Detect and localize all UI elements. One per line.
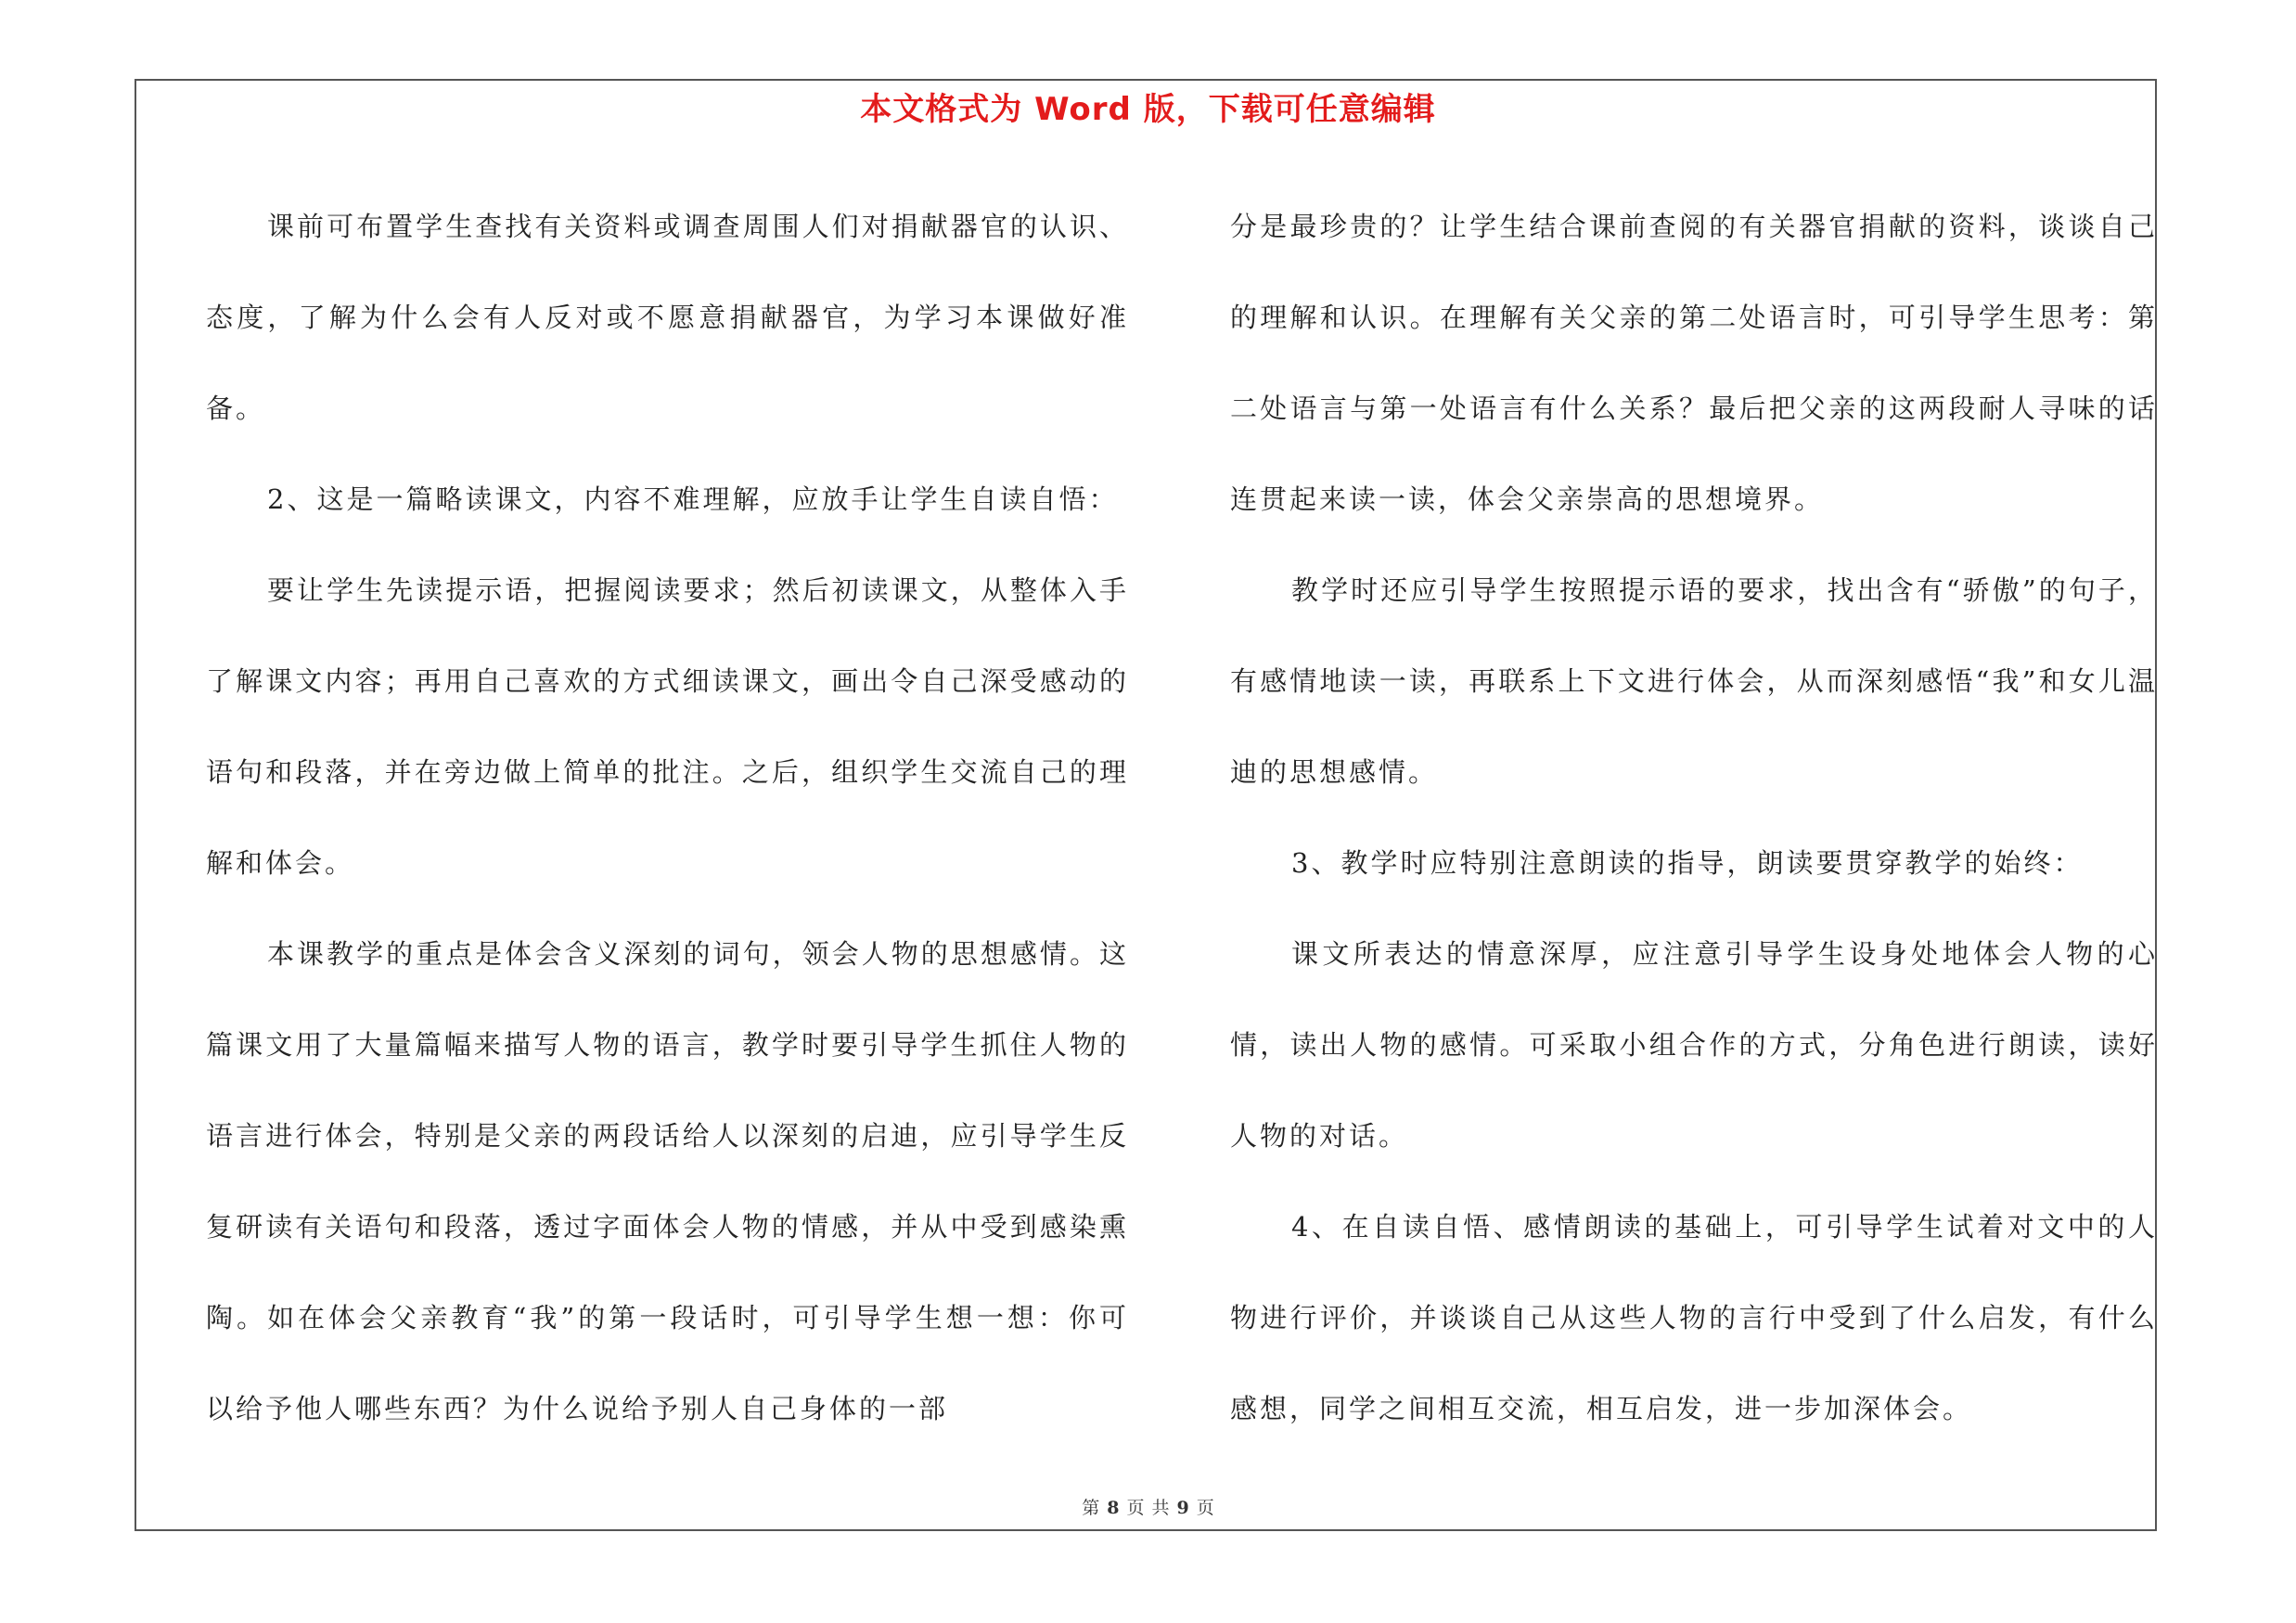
page-footer	[0, 1494, 2296, 1522]
right-column	[1230, 181, 2158, 1454]
right-paragraph-1: 分是最珍贵的？让学生结合课前查阅的有关器官捐献的资料，谈谈自己的理解和认识。在理解有关父亲的第二处语言时，可引导学生思考：第二处语言与第一处语言有什么关系？最后把父亲的这两段耐人寻味的话连贯起来读一读，体会父亲崇高的思想境界。	[1230, 211, 2158, 515]
right-paragraph-3: 3、教学时应特别注意朗读的指导，朗读要贯穿教学的始终：	[1291, 847, 2084, 879]
header-banner	[0, 82, 2296, 137]
footer-current-page: 8	[1107, 1498, 1120, 1518]
left-paragraph-4: 本课教学的重点是体会含义深刻的词句，领会人物的思想感情。这篇课文用了大量篇幅来描写人物的语言，教学时要引导学生抓住人物的语言进行体会，特别是父亲的两段话给人以深刻的启迪，应引导学生反复研读有关语句和段落，透过字面体会人物的情感，并从中受到感染熏陶。如在体会父亲教育“我”的第一段话时，可引导学生想一想：你可以给予他人哪些东西？为什么说给予别人自己身体的一部	[206, 938, 1129, 1424]
footer-prefix: 第	[1082, 1498, 1100, 1518]
right-paragraph-5: 4、在自读自悟、感情朗读的基础上，可引导学生试着对文中的人物进行评价，并谈谈自己从这些人物的言行中受到了什么启发，有什么感想，同学之间相互交流，相互启发，进一步加深体会。	[1230, 1211, 2158, 1424]
footer-total-pages: 9	[1176, 1498, 1189, 1518]
footer-suffix: 页	[1196, 1498, 1214, 1518]
banner-text: 本文格式为 Word 版，下载可任意编辑	[860, 91, 1436, 128]
footer-page-word: 页	[1126, 1498, 1145, 1518]
left-column	[206, 181, 1129, 1454]
left-paragraph-1: 课前可布置学生查找有关资料或调查周围人们对捐献器官的认识、态度，了解为什么会有人反对或不愿意捐献器官，为学习本课做好准备。	[206, 211, 1129, 424]
footer-total-prefix: 共	[1151, 1498, 1170, 1518]
right-paragraph-2: 教学时还应引导学生按照提示语的要求，找出含有“骄傲”的句子，有感情地读一读，再联系上下文进行体会，从而深刻感悟“我”和女儿温迪的思想感情。	[1230, 574, 2158, 788]
left-paragraph-3: 要让学生先读提示语，把握阅读要求；然后初读课文，从整体入手了解课文内容；再用自己喜欢的方式细读课文，画出令自己深受感动的语句和段落，并在旁边做上简单的批注。之后，组织学生交流自己的理解和体会。	[206, 574, 1129, 879]
left-paragraph-2: 2、这是一篇略读课文，内容不难理解，应放手让学生自读自悟：	[267, 483, 1119, 515]
right-paragraph-4: 课文所表达的情意深厚，应注意引导学生设身处地体会人物的心情，读出人物的感情。可采取小组合作的方式，分角色进行朗读，读好人物的对话。	[1230, 938, 2158, 1152]
